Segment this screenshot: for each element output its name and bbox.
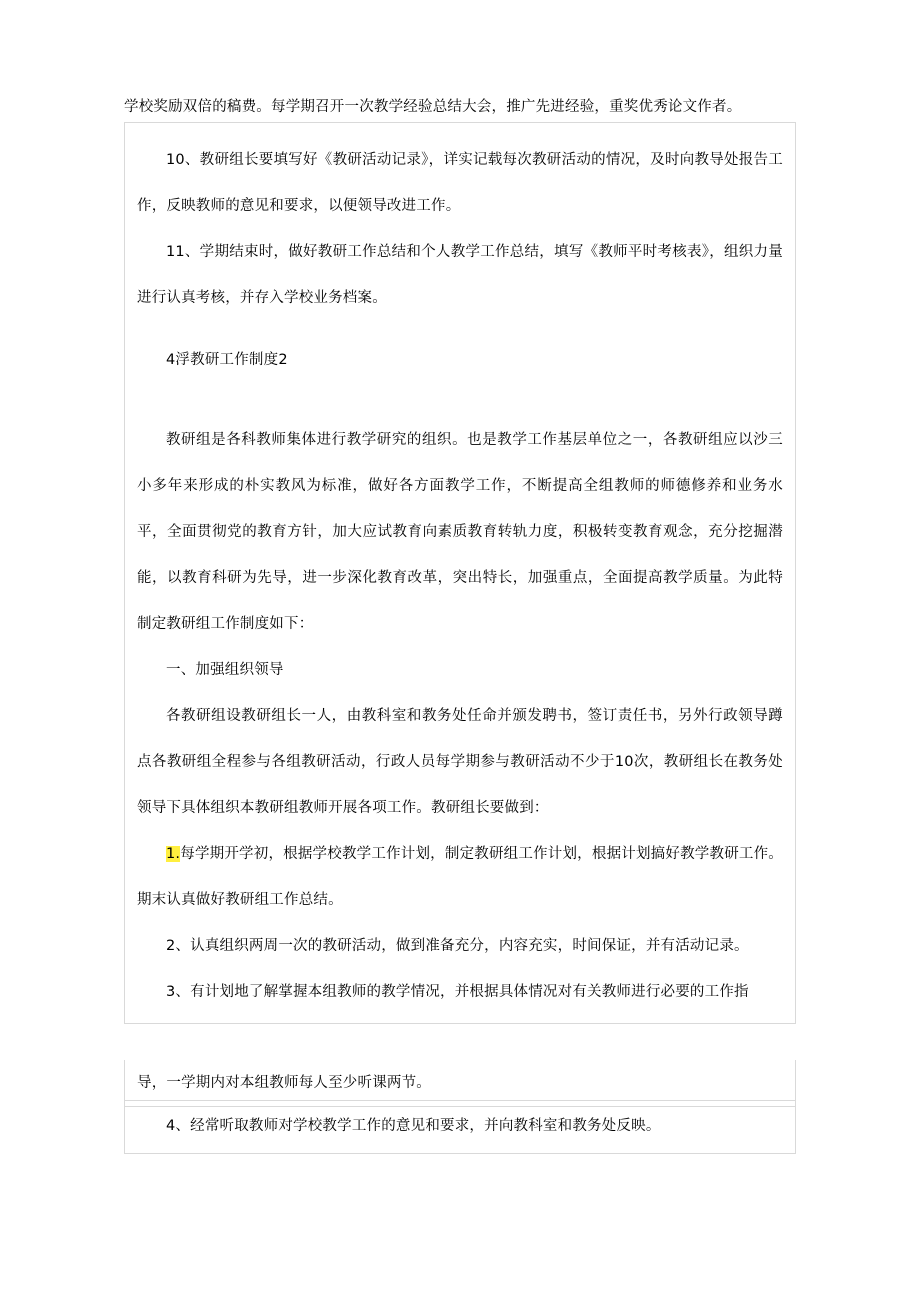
list-item-1-text: 每学期开学初，根据学校教学工作计划，制定教研组工作计划，根据计划搞好教学教研工作。期末认真做好教研组工作总结。 [137, 846, 783, 908]
list-item-3-continuation: 导，一学期内对本组教师每人至少听课两节。 [137, 1075, 431, 1091]
paragraph-intro: 教研组是各科教师集体进行教学研究的组织。也是教学工作基层单位之一，各教研组应以沙三小多年来形成的朴实教风为标准，做好各方面教学工作，不断提高全组教师的师德修养和业务水平，全面贯彻党的教育方针，加大应试教育向素质教育转轨力度，积极转变教育观念，充分挖掘潜能，以教育科研为先导，进一步深化教育改革，突出特长，加强重点，全面提高教学质量。为此特制定教研组工作制度如下： [137, 432, 783, 632]
document-content-frame-lower [124, 1100, 796, 1154]
continued-text-line: 学校奖励双倍的稿费。每学期召开一次教学经验总结大会，推广先进经验，重奖优秀论文作者。 [124, 99, 742, 115]
spacer [137, 321, 783, 337]
spacer [137, 383, 783, 417]
paragraph-11: 11、学期结束时，做好教研工作总结和个人教学工作总结，填写《教师平时考核表》，组织力量进行认真考核，并存入学校业务档案。 [137, 244, 783, 306]
list-item-2: 2、认真组织两周一次的教研活动，做到准备充分，内容充实，时间保证，并有活动记录。 [166, 938, 749, 954]
list-item-1 [137, 831, 783, 923]
document-content-frame [124, 122, 796, 1024]
section-title: 4浮教研工作制度2 [166, 352, 288, 368]
paragraph-organization: 各教研组设教研组长一人，由教科室和教务处任命并颁发聘书，签订责任书，另外行政领导蹲点各教研组全程参与各组教研活动，行政人员每学期参与教研活动不少于10次，教研组长在教务处领导下具体组织本教研组教师开展各项工作。教研组长要做到： [137, 708, 783, 816]
highlighted-text: 1. [166, 846, 181, 862]
list-item-3: 3、有计划地了解掌握本组教师的教学情况，并根据具体情况对有关教师进行必要的工作指 [166, 984, 749, 1000]
paragraph-10: 10、教研组长要填写好《教研活动记录》，详实记载每次教研活动的情况，及时向教导处报告工作，反映教师的意见和要求，以便领导改进工作。 [137, 152, 783, 214]
list-item-4: 4、经常听取教师对学校教学工作的意见和要求，并向教科室和教务处反映。 [166, 1118, 661, 1134]
heading-one: 一、加强组织领导 [166, 662, 284, 678]
